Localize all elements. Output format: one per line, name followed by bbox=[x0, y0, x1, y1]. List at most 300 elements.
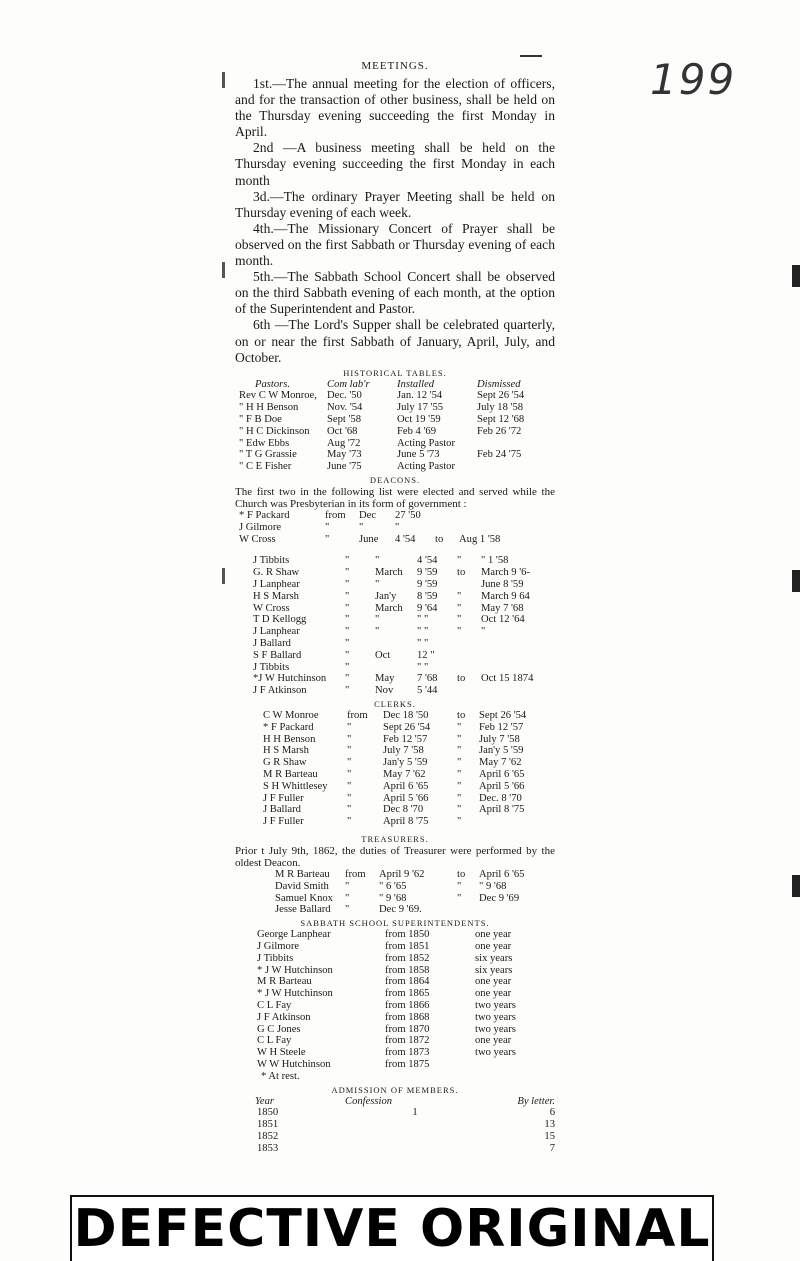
table-cell bbox=[477, 461, 555, 473]
at-rest-footnote: * At rest. bbox=[261, 1070, 300, 1082]
table-cell: *J W Hutchinson bbox=[253, 673, 327, 685]
table-cell: 15 bbox=[544, 1130, 555, 1142]
table-cell: J F Fuller bbox=[263, 816, 304, 828]
table-cell: Feb 12 '57 bbox=[383, 733, 428, 745]
table-cell: * J W Hutchinson bbox=[257, 964, 333, 976]
superintendents-table bbox=[235, 929, 555, 1071]
table-cell: Dec. '50 bbox=[327, 390, 362, 402]
table-cell: * F Packard bbox=[239, 510, 290, 522]
table-cell: W Cross bbox=[253, 602, 290, 614]
table-cell: from 1873 bbox=[385, 1047, 430, 1059]
table-cell: J Tibbits bbox=[253, 661, 290, 673]
table-cell bbox=[479, 904, 555, 916]
table-cell: April 8 '75 bbox=[383, 816, 429, 828]
superintendent-row bbox=[235, 1035, 555, 1047]
superintendent-row bbox=[235, 988, 555, 1000]
pastors-header-row bbox=[235, 379, 555, 391]
rule-6: 6th —The Lord's Supper shall be celebrated quarterly, on or near the first Sabbath of January, April, July, and October. bbox=[235, 317, 555, 365]
table-cell: " bbox=[457, 721, 462, 733]
clerks-heading: CLERKS. bbox=[374, 699, 416, 710]
table-cell: May '73 bbox=[327, 449, 362, 461]
table-cell: April 6 '65 bbox=[479, 868, 525, 880]
table-cell: J Tibbits bbox=[257, 952, 294, 964]
admission-heading: ADMISSION OF MEMBERS. bbox=[331, 1084, 459, 1095]
table-cell: " F B Doe bbox=[239, 414, 282, 426]
table-cell: C L Fay bbox=[257, 1035, 292, 1047]
table-cell: " bbox=[457, 792, 462, 804]
table-cell: " " bbox=[417, 661, 429, 673]
table-cell: Dec 9 '69 bbox=[479, 892, 520, 904]
table-cell: " 9 '68 bbox=[379, 892, 407, 904]
table-cell: " bbox=[345, 590, 350, 602]
table-cell: March bbox=[375, 602, 403, 614]
header-pastors: Pastors. bbox=[255, 378, 291, 390]
table-cell: * F Packard bbox=[263, 721, 314, 733]
header-by-letter: By letter. bbox=[517, 1095, 555, 1107]
superintendent-row bbox=[235, 929, 555, 941]
table-cell: two years bbox=[475, 999, 516, 1011]
table-cell bbox=[345, 1131, 485, 1143]
treasurers-heading: TREASURERS. bbox=[361, 833, 429, 844]
table-cell: S H Whittlesey bbox=[263, 780, 328, 792]
table-cell: 1 bbox=[412, 1107, 418, 1119]
table-cell: Sept 26 '54 bbox=[479, 710, 527, 722]
table-cell: May 7 '62 bbox=[479, 757, 522, 769]
table-cell: M R Barteau bbox=[257, 976, 312, 988]
table-cell: Jan. 12 '54 bbox=[397, 390, 443, 402]
superintendent-row bbox=[235, 941, 555, 953]
table-cell bbox=[459, 510, 555, 522]
table-cell: 7 bbox=[549, 1142, 555, 1154]
treasurers-intro: Prior t July 9th, 1862, the duties of Treasurer were performed by the oldest Deacon. bbox=[235, 844, 555, 869]
table-cell: from 1875 bbox=[385, 1058, 430, 1070]
table-cell: from bbox=[325, 510, 346, 522]
clerk-row bbox=[235, 710, 555, 722]
edge-mark bbox=[792, 875, 800, 897]
table-cell: 5 '44 bbox=[417, 685, 438, 697]
table-cell: Dec 8 '70 bbox=[383, 804, 424, 816]
table-cell bbox=[477, 438, 555, 450]
deacon-row bbox=[235, 685, 555, 697]
table-cell: " bbox=[345, 904, 350, 916]
table-cell: " H H Benson bbox=[239, 402, 299, 414]
table-cell: from 1858 bbox=[385, 964, 430, 976]
table-cell: " bbox=[359, 521, 364, 533]
table-cell: two years bbox=[475, 1011, 516, 1023]
header-year: Year bbox=[255, 1095, 275, 1107]
table-cell: March 9 '6- bbox=[481, 567, 530, 579]
table-cell: " 6 '65 bbox=[379, 880, 407, 892]
table-cell bbox=[475, 1059, 555, 1071]
rule-1: 1st.—The annual meeting for the election of officers, and for the transaction of other business, shall be held on the Thursday evening succeeding the first Monday in April. bbox=[235, 76, 555, 140]
table-cell: " bbox=[345, 685, 350, 697]
superintendent-row bbox=[235, 976, 555, 988]
superintendent-row bbox=[235, 953, 555, 965]
table-cell: one year bbox=[475, 940, 512, 952]
edge-mark bbox=[792, 265, 800, 287]
table-cell: " bbox=[347, 733, 352, 745]
table-cell: one year bbox=[475, 988, 512, 1000]
table-cell: " bbox=[457, 733, 462, 745]
header-confession: Confession bbox=[345, 1095, 393, 1107]
table-cell: Jan'y bbox=[375, 590, 397, 602]
table-cell: Oct bbox=[375, 649, 391, 661]
table-cell: July 17 '55 bbox=[397, 402, 444, 414]
table-cell: from 1870 bbox=[385, 1023, 430, 1035]
table-cell: " bbox=[345, 567, 350, 579]
table-cell: Dec 9 '69. bbox=[379, 904, 422, 916]
table-cell: 9 '59 bbox=[417, 579, 438, 591]
table-cell: Oct 19 '59 bbox=[397, 414, 441, 426]
treasurer-row bbox=[235, 904, 555, 916]
table-cell: May 7 '68 bbox=[481, 602, 524, 614]
admission-row bbox=[235, 1143, 555, 1155]
table-cell: 27 '50 bbox=[395, 510, 421, 522]
table-cell: " bbox=[457, 626, 462, 638]
margin-tick bbox=[222, 568, 225, 584]
table-cell: June 8 '59 bbox=[481, 579, 524, 591]
table-cell: July 7 '58 bbox=[383, 745, 424, 757]
clerk-row bbox=[235, 793, 555, 805]
table-cell: from 1851 bbox=[385, 940, 430, 952]
table-cell: " bbox=[457, 614, 462, 626]
table-cell: " bbox=[457, 880, 462, 892]
table-cell: David Smith bbox=[275, 880, 329, 892]
table-cell: Sept 26 '54 bbox=[383, 721, 431, 733]
table-cell: Aug '72 bbox=[327, 437, 361, 449]
table-cell: " bbox=[345, 638, 350, 650]
table-cell: " bbox=[347, 804, 352, 816]
table-cell: April 6 '65 bbox=[383, 780, 429, 792]
pastor-row bbox=[235, 402, 555, 414]
deacon-row bbox=[235, 662, 555, 674]
deacon-row bbox=[235, 638, 555, 650]
table-cell bbox=[481, 638, 555, 650]
table-cell: Feb 24 '75 bbox=[477, 449, 522, 461]
table-cell bbox=[345, 1119, 485, 1131]
rule-3: 3d.—The ordinary Prayer Meeting shall be held on Thursday evening of each week. bbox=[235, 188, 555, 220]
table-cell: to bbox=[457, 567, 466, 579]
deacon-row bbox=[235, 579, 555, 591]
table-cell: " bbox=[345, 673, 350, 685]
pastor-row bbox=[235, 414, 555, 426]
table-cell: from 1865 bbox=[385, 988, 430, 1000]
table-cell: J Gilmore bbox=[257, 940, 300, 952]
table-cell: one year bbox=[475, 1035, 512, 1047]
table-cell: " bbox=[325, 533, 330, 545]
table-cell: to bbox=[457, 868, 466, 880]
meetings-heading: MEETINGS. bbox=[361, 60, 429, 72]
table-cell: 7 '68 bbox=[417, 673, 438, 685]
table-cell: 1853 bbox=[257, 1142, 279, 1154]
table-cell: " bbox=[347, 780, 352, 792]
table-cell: H H Benson bbox=[263, 733, 316, 745]
table-cell: Samuel Knox bbox=[275, 892, 333, 904]
table-cell: April 6 '65 bbox=[479, 769, 525, 780]
deacons-table-a bbox=[235, 510, 555, 545]
table-cell: " bbox=[375, 555, 380, 567]
deacons-heading: DEACONS. bbox=[369, 475, 421, 486]
clerk-row bbox=[235, 804, 555, 816]
deacon-row bbox=[235, 591, 555, 603]
table-cell: " bbox=[345, 626, 350, 638]
pastor-row bbox=[235, 426, 555, 438]
table-cell bbox=[479, 816, 555, 828]
table-cell bbox=[345, 1143, 485, 1155]
table-cell: " Edw Ebbs bbox=[239, 437, 290, 449]
table-cell: T D Kellogg bbox=[253, 614, 307, 626]
table-cell: J Ballard bbox=[263, 804, 301, 816]
table-cell: 8 '59 bbox=[417, 590, 438, 602]
table-cell: two years bbox=[475, 1047, 516, 1059]
table-cell bbox=[457, 638, 481, 650]
table-cell bbox=[457, 904, 479, 916]
table-cell: April 5 '66 bbox=[383, 792, 429, 804]
superintendent-row bbox=[235, 965, 555, 977]
table-cell bbox=[459, 522, 555, 534]
table-cell bbox=[481, 662, 555, 674]
deacon-row bbox=[235, 522, 555, 534]
table-cell: " " bbox=[417, 626, 429, 638]
clerk-row bbox=[235, 722, 555, 734]
table-cell: M R Barteau bbox=[263, 769, 318, 780]
table-cell: " bbox=[481, 626, 486, 638]
clerk-row bbox=[235, 757, 555, 769]
deacon-row bbox=[235, 603, 555, 615]
table-cell: " bbox=[457, 757, 462, 769]
table-cell: April 8 '75 bbox=[479, 804, 525, 816]
table-cell: H S Marsh bbox=[253, 590, 299, 602]
table-cell: Acting Pastor bbox=[397, 437, 455, 449]
table-cell: July 7 '58 bbox=[479, 733, 520, 745]
table-cell: March bbox=[375, 567, 403, 579]
table-cell: Acting Pastor bbox=[397, 461, 455, 473]
admission-row bbox=[235, 1107, 555, 1119]
table-cell: H S Marsh bbox=[263, 745, 309, 757]
superintendent-row bbox=[235, 1047, 555, 1059]
table-cell: J F Atkinson bbox=[253, 685, 307, 697]
table-cell: 13 bbox=[544, 1119, 555, 1131]
table-cell: " bbox=[345, 661, 350, 673]
table-cell: " bbox=[457, 602, 462, 614]
table-cell: " bbox=[347, 745, 352, 757]
table-cell: from bbox=[345, 868, 366, 880]
table-cell: Feb 4 '69 bbox=[397, 425, 436, 437]
header-dismissed: Dismissed bbox=[477, 378, 521, 390]
page-number: 199 bbox=[650, 55, 737, 104]
table-cell: " " bbox=[417, 614, 429, 626]
clerks-table bbox=[235, 710, 555, 828]
table-cell: Sept 26 '54 bbox=[477, 390, 525, 402]
table-cell: May 7 '62 bbox=[383, 769, 426, 780]
superintendent-row bbox=[235, 1000, 555, 1012]
table-cell: 4 '54 bbox=[417, 555, 438, 567]
table-cell: from 1866 bbox=[385, 999, 430, 1011]
table-cell bbox=[375, 662, 417, 674]
treasurer-row bbox=[235, 893, 555, 905]
table-cell: to bbox=[435, 533, 444, 545]
table-cell: from 1850 bbox=[385, 929, 430, 941]
pastor-rows bbox=[235, 390, 555, 473]
table-cell: " bbox=[457, 892, 462, 904]
table-cell: " bbox=[345, 649, 350, 661]
treasurer-row bbox=[235, 881, 555, 893]
table-cell: Oct 15 1874 bbox=[481, 673, 534, 685]
superintendent-row bbox=[235, 1012, 555, 1024]
table-cell: G R Shaw bbox=[263, 757, 307, 769]
table-cell: " " bbox=[417, 638, 429, 650]
table-cell: J Lanphear bbox=[253, 579, 300, 591]
pastor-row bbox=[235, 438, 555, 450]
table-cell: " bbox=[347, 769, 352, 780]
table-cell: " bbox=[347, 792, 352, 804]
table-cell: 1851 bbox=[257, 1119, 279, 1131]
table-cell: Dec bbox=[359, 510, 377, 522]
deacon-row bbox=[235, 673, 555, 685]
table-cell: C W Monroe bbox=[263, 710, 319, 722]
deacons-table-b bbox=[235, 555, 555, 697]
table-cell: " bbox=[345, 892, 350, 904]
table-cell: " bbox=[457, 780, 462, 792]
admission-header-row bbox=[235, 1096, 555, 1108]
admission-rows bbox=[235, 1107, 555, 1154]
table-cell: from bbox=[347, 710, 368, 722]
table-cell: " bbox=[395, 521, 400, 533]
table-cell: " bbox=[347, 816, 352, 828]
table-cell: Aug 1 '58 bbox=[459, 533, 501, 545]
superintendent-row bbox=[235, 1059, 555, 1071]
table-cell: June '75 bbox=[327, 461, 362, 473]
table-cell: " bbox=[347, 721, 352, 733]
table-cell: G. R Shaw bbox=[253, 567, 300, 579]
table-cell: " bbox=[345, 555, 350, 567]
table-cell: from 1872 bbox=[385, 1035, 430, 1047]
table-cell: 1850 bbox=[257, 1107, 279, 1119]
header-installed: Installed bbox=[397, 378, 435, 390]
rule-4: 4th.—The Missionary Concert of Prayer shall be observed on the first Sabbath or Thursday evening of each month. bbox=[235, 220, 555, 269]
banner-text: DEFECTIVE ORIGINAL bbox=[73, 1199, 711, 1259]
table-cell: July 18 '58 bbox=[477, 402, 524, 414]
clerk-row bbox=[235, 745, 555, 757]
deacon-row bbox=[235, 650, 555, 662]
document-column bbox=[235, 60, 555, 1155]
table-cell: 9 '64 bbox=[417, 602, 438, 614]
margin-tick bbox=[222, 72, 225, 88]
deacons-intro: The first two in the following list were elected and served while the Church was Presbyterian in its form of government : bbox=[235, 486, 555, 511]
table-cell: six years bbox=[475, 952, 513, 964]
deacon-row bbox=[235, 555, 555, 567]
table-cell: six years bbox=[475, 964, 513, 976]
admission-row bbox=[235, 1131, 555, 1143]
table-cell: 1852 bbox=[257, 1130, 279, 1142]
margin-tick bbox=[222, 262, 225, 278]
table-cell: J Ballard bbox=[253, 638, 291, 650]
table-cell: " bbox=[345, 880, 350, 892]
table-cell: April 9 '62 bbox=[379, 868, 425, 880]
table-cell: " bbox=[345, 602, 350, 614]
header-com-labr: Com lab'r bbox=[327, 378, 370, 390]
table-cell bbox=[481, 685, 555, 697]
table-cell: " 1 '58 bbox=[481, 555, 509, 567]
pastor-row bbox=[235, 449, 555, 461]
clerk-row bbox=[235, 734, 555, 746]
table-cell: " bbox=[375, 579, 380, 591]
deacon-row bbox=[235, 510, 555, 522]
table-cell: Jesse Ballard bbox=[275, 904, 331, 916]
table-cell: " bbox=[457, 769, 462, 780]
table-cell: " C E Fisher bbox=[239, 461, 292, 473]
edge-mark bbox=[792, 570, 800, 592]
table-cell bbox=[435, 522, 459, 534]
table-cell: " 9 '68 bbox=[479, 880, 507, 892]
table-cell: C L Fay bbox=[257, 999, 292, 1011]
table-cell: " bbox=[325, 521, 330, 533]
clerk-row bbox=[235, 781, 555, 793]
table-cell: " bbox=[347, 757, 352, 769]
table-cell: Sept '58 bbox=[327, 414, 361, 426]
treasurer-row bbox=[235, 869, 555, 881]
deacon-row bbox=[235, 614, 555, 626]
table-cell: " bbox=[345, 579, 350, 591]
table-cell: J Gilmore bbox=[239, 521, 282, 533]
table-cell: " H C Dickinson bbox=[239, 425, 310, 437]
table-cell: Jan'y 5 '59 bbox=[479, 745, 524, 757]
table-cell: W Cross bbox=[239, 533, 276, 545]
table-cell: May bbox=[375, 673, 395, 685]
table-cell bbox=[481, 650, 555, 662]
table-cell: 4 '54 bbox=[395, 533, 416, 545]
table-cell: March 9 64 bbox=[481, 590, 530, 602]
table-cell: George Lanphear bbox=[257, 929, 331, 941]
table-cell: G C Jones bbox=[257, 1023, 301, 1035]
table-cell: * J W Hutchinson bbox=[257, 988, 333, 1000]
table-cell bbox=[375, 638, 417, 650]
rule-2: 2nd —A business meeting shall be held on the Thursday evening succeeding the first Monday in each month bbox=[235, 140, 555, 188]
table-cell: one year bbox=[475, 929, 512, 941]
table-cell bbox=[457, 650, 481, 662]
table-cell: " bbox=[457, 804, 462, 816]
clerk-row bbox=[235, 816, 555, 828]
admission-row bbox=[235, 1119, 555, 1131]
table-cell: J Lanphear bbox=[253, 626, 300, 638]
table-cell: J F Atkinson bbox=[257, 1011, 311, 1023]
table-cell: Nov. '54 bbox=[327, 402, 363, 414]
table-cell: " bbox=[457, 745, 462, 757]
deacon-row bbox=[235, 626, 555, 638]
table-cell: " T G Grassie bbox=[239, 449, 297, 461]
table-cell: M R Barteau bbox=[275, 868, 330, 880]
spacer bbox=[235, 545, 555, 555]
pastors-table bbox=[235, 379, 555, 473]
table-cell bbox=[457, 579, 481, 591]
superintendent-row bbox=[235, 1024, 555, 1036]
clerk-row bbox=[235, 769, 555, 781]
table-cell bbox=[457, 685, 481, 697]
table-cell: " bbox=[345, 614, 350, 626]
table-cell: Dec. 8 '70 bbox=[479, 792, 522, 804]
table-cell: " bbox=[375, 626, 380, 638]
table-cell: Sept 12 '68 bbox=[477, 414, 525, 426]
table-cell: S F Ballard bbox=[253, 649, 302, 661]
deacon-row bbox=[235, 567, 555, 579]
meeting-rules bbox=[235, 76, 555, 366]
superintendents-heading: SABBATH SCHOOL SUPERINTENDENTS. bbox=[300, 918, 490, 929]
admission-table bbox=[235, 1096, 555, 1155]
table-cell: Oct '68 bbox=[327, 425, 358, 437]
table-cell: " bbox=[375, 614, 380, 626]
table-cell bbox=[435, 510, 459, 522]
table-cell: one year bbox=[475, 976, 512, 988]
